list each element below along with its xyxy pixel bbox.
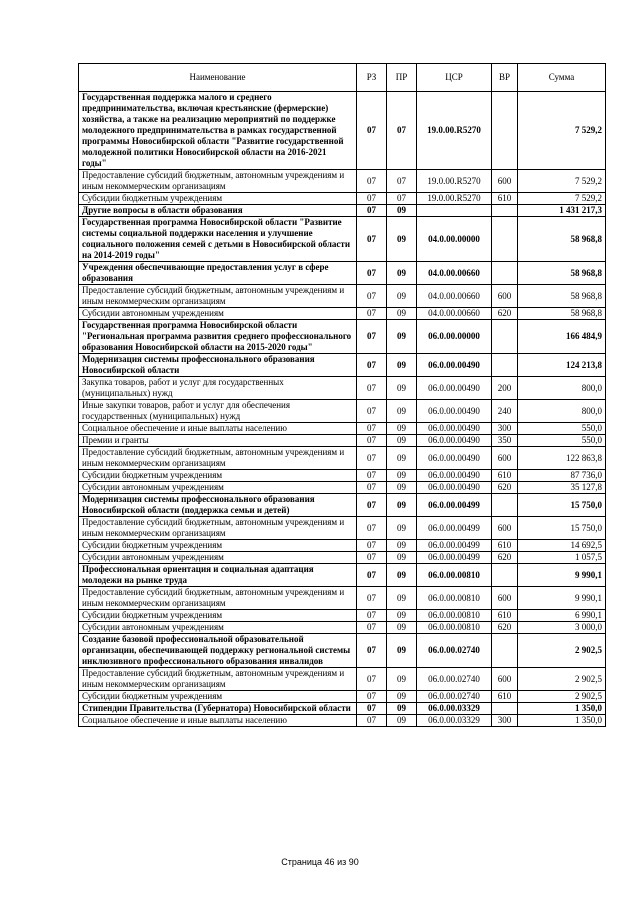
table-row <box>79 470 606 482</box>
cell-sum: 15 750,0 <box>518 517 606 540</box>
cell-pr: 09 <box>387 482 417 494</box>
cell-name: Модернизация системы профессионального образования Новосибирской области <box>79 354 357 377</box>
table-row <box>79 92 606 170</box>
page-number: Страница 46 из 90 <box>281 857 359 867</box>
cell-rz: 07 <box>357 400 387 423</box>
cell-name: Создание базовой профессиональной образовательной организации, обеспечивающей поддержку региональной системы инклюзивного профессионального образования инвалидов <box>79 634 357 668</box>
table-row <box>79 668 606 691</box>
cell-sum: 9 990,1 <box>518 587 606 610</box>
cell-sum: 800,0 <box>518 377 606 400</box>
cell-pr: 09 <box>387 285 417 308</box>
cell-name: Предоставление субсидий бюджетным, автономным учреждениям и иным некоммерческим организациям <box>79 447 357 470</box>
cell-rz: 07 <box>357 494 387 517</box>
cell-csr: 06.0.00.00490 <box>417 377 492 400</box>
cell-vr: 610 <box>492 470 518 482</box>
table-row <box>79 587 606 610</box>
cell-rz: 07 <box>357 308 387 320</box>
cell-sum: 35 127,8 <box>518 482 606 494</box>
table-row <box>79 703 606 715</box>
table-row <box>79 170 606 193</box>
cell-pr: 09 <box>387 354 417 377</box>
cell-pr: 07 <box>387 170 417 193</box>
cell-name: Премии и гранты <box>79 435 357 447</box>
cell-csr: 06.0.00.00810 <box>417 622 492 634</box>
cell-vr <box>492 634 518 668</box>
header-csr: ЦСР <box>417 64 492 92</box>
cell-csr: 06.0.00.00490 <box>417 435 492 447</box>
cell-name: Субсидии бюджетным учреждениям <box>79 470 357 482</box>
table-row <box>79 308 606 320</box>
header-vr: ВР <box>492 64 518 92</box>
cell-name: Закупка товаров, работ и услуг для государственных (муниципальных) нужд <box>79 377 357 400</box>
cell-sum: 1 350,0 <box>518 703 606 715</box>
table-body <box>79 92 606 727</box>
table-row <box>79 447 606 470</box>
cell-name: Другие вопросы в области образования <box>79 205 357 217</box>
cell-pr: 09 <box>387 564 417 587</box>
cell-vr: 610 <box>492 193 518 205</box>
cell-rz: 07 <box>357 193 387 205</box>
table-row <box>79 564 606 587</box>
cell-vr <box>492 354 518 377</box>
cell-name: Субсидии автономным учреждениям <box>79 622 357 634</box>
cell-pr: 09 <box>387 610 417 622</box>
cell-pr: 09 <box>387 423 417 435</box>
cell-csr: 06.0.00.03329 <box>417 703 492 715</box>
cell-sum: 2 902,5 <box>518 634 606 668</box>
cell-pr: 09 <box>387 715 417 727</box>
cell-vr <box>492 703 518 715</box>
cell-sum: 14 692,5 <box>518 540 606 552</box>
table-row <box>79 552 606 564</box>
table-row <box>79 217 606 262</box>
cell-pr: 09 <box>387 622 417 634</box>
cell-name: Социальное обеспечение и иные выплаты населению <box>79 715 357 727</box>
cell-name: Субсидии бюджетным учреждениям <box>79 540 357 552</box>
table-row <box>79 262 606 285</box>
cell-vr <box>492 564 518 587</box>
cell-csr: 19.0.00.R5270 <box>417 92 492 170</box>
cell-rz: 07 <box>357 482 387 494</box>
cell-csr: 06.0.00.00499 <box>417 494 492 517</box>
cell-name: Государственная программа Новосибирской области "Развитие системы социальной поддержки населения и улучшение социального положения семей с детьми в Новосибирской области на 2014-2019 годы" <box>79 217 357 262</box>
cell-rz: 07 <box>357 217 387 262</box>
cell-rz: 07 <box>357 435 387 447</box>
cell-sum: 1 431 217,3 <box>518 205 606 217</box>
cell-sum: 58 968,8 <box>518 217 606 262</box>
cell-name: Учреждения обеспечивающие предоставления услуг в сфере образования <box>79 262 357 285</box>
cell-rz: 07 <box>357 622 387 634</box>
cell-csr: 06.0.00.00490 <box>417 423 492 435</box>
cell-vr: 620 <box>492 308 518 320</box>
cell-csr: 06.0.00.00490 <box>417 470 492 482</box>
cell-rz: 07 <box>357 517 387 540</box>
cell-sum: 7 529,2 <box>518 170 606 193</box>
cell-sum: 7 529,2 <box>518 193 606 205</box>
cell-sum: 122 863,8 <box>518 447 606 470</box>
cell-vr: 600 <box>492 517 518 540</box>
cell-rz: 07 <box>357 587 387 610</box>
cell-pr: 09 <box>387 447 417 470</box>
cell-name: Субсидии автономным учреждениям <box>79 482 357 494</box>
cell-rz: 07 <box>357 423 387 435</box>
cell-name: Субсидии автономным учреждениям <box>79 552 357 564</box>
cell-rz: 07 <box>357 354 387 377</box>
cell-csr: 19.0.00.R5270 <box>417 193 492 205</box>
cell-rz: 07 <box>357 540 387 552</box>
cell-rz: 07 <box>357 377 387 400</box>
cell-sum: 15 750,0 <box>518 494 606 517</box>
cell-sum: 58 968,8 <box>518 285 606 308</box>
cell-vr: 610 <box>492 610 518 622</box>
cell-vr <box>492 494 518 517</box>
cell-vr: 600 <box>492 170 518 193</box>
cell-vr: 600 <box>492 587 518 610</box>
cell-pr: 09 <box>387 435 417 447</box>
cell-csr: 04.0.00.00660 <box>417 308 492 320</box>
cell-sum: 800,0 <box>518 400 606 423</box>
cell-name: Государственная поддержка малого и среднего предпринимательства, включая крестьянские (фермерские) хозяйства, а также на реализацию мероприятий по поддержке молодежного предпринимательства в рамках государственной программы Новосибирской области "Развитие государственной молодежной политики Новосибирской области на 2016-2021 годы" <box>79 92 357 170</box>
cell-vr <box>492 205 518 217</box>
cell-sum: 9 990,1 <box>518 564 606 587</box>
table-row <box>79 435 606 447</box>
cell-csr: 06.0.00.00499 <box>417 552 492 564</box>
cell-csr: 06.0.00.00499 <box>417 517 492 540</box>
cell-pr: 09 <box>387 587 417 610</box>
table-row <box>79 320 606 354</box>
cell-name: Субсидии бюджетным учреждениям <box>79 691 357 703</box>
cell-name: Субсидии автономным учреждениям <box>79 308 357 320</box>
cell-vr: 610 <box>492 691 518 703</box>
cell-csr: 04.0.00.00660 <box>417 262 492 285</box>
cell-rz: 07 <box>357 610 387 622</box>
cell-vr <box>492 217 518 262</box>
cell-pr: 09 <box>387 217 417 262</box>
cell-csr: 19.0.00.R5270 <box>417 170 492 193</box>
cell-vr: 600 <box>492 668 518 691</box>
cell-name: Государственная программа Новосибирской области "Региональная программа развития среднего профессионального образования Новосибирской области на 2015-2020 годы" <box>79 320 357 354</box>
cell-name: Социальное обеспечение и иные выплаты населению <box>79 423 357 435</box>
cell-sum: 3 000,0 <box>518 622 606 634</box>
cell-pr: 09 <box>387 540 417 552</box>
cell-rz: 07 <box>357 634 387 668</box>
cell-csr: 06.0.00.00490 <box>417 354 492 377</box>
table-row <box>79 205 606 217</box>
table-row <box>79 193 606 205</box>
cell-sum: 124 213,8 <box>518 354 606 377</box>
cell-vr: 300 <box>492 423 518 435</box>
cell-pr: 09 <box>387 470 417 482</box>
cell-vr: 620 <box>492 622 518 634</box>
cell-rz: 07 <box>357 564 387 587</box>
cell-rz: 07 <box>357 715 387 727</box>
cell-name: Иные закупки товаров, работ и услуг для обеспечения государственных (муниципальных) нужд <box>79 400 357 423</box>
cell-sum: 1 350,0 <box>518 715 606 727</box>
cell-vr: 300 <box>492 715 518 727</box>
cell-vr: 200 <box>492 377 518 400</box>
budget-table <box>78 63 606 727</box>
cell-rz: 07 <box>357 285 387 308</box>
cell-vr: 600 <box>492 447 518 470</box>
table-row <box>79 400 606 423</box>
cell-sum: 7 529,2 <box>518 92 606 170</box>
cell-sum: 550,0 <box>518 435 606 447</box>
cell-vr: 240 <box>492 400 518 423</box>
cell-csr: 06.0.00.02740 <box>417 691 492 703</box>
cell-sum: 166 484,9 <box>518 320 606 354</box>
cell-pr: 09 <box>387 262 417 285</box>
table-row <box>79 482 606 494</box>
cell-rz: 07 <box>357 170 387 193</box>
cell-sum: 6 990,1 <box>518 610 606 622</box>
cell-csr <box>417 205 492 217</box>
cell-name: Предоставление субсидий бюджетным, автономным учреждениям и иным некоммерческим организациям <box>79 668 357 691</box>
table-row <box>79 494 606 517</box>
cell-rz: 07 <box>357 703 387 715</box>
cell-pr: 09 <box>387 634 417 668</box>
cell-vr: 600 <box>492 285 518 308</box>
table-row <box>79 285 606 308</box>
table-row <box>79 622 606 634</box>
cell-pr: 09 <box>387 517 417 540</box>
cell-rz: 07 <box>357 668 387 691</box>
cell-name: Модернизация системы профессионального образования Новосибирской области (поддержка семьи и детей) <box>79 494 357 517</box>
cell-pr: 07 <box>387 193 417 205</box>
header-pr: ПР <box>387 64 417 92</box>
cell-name: Субсидии бюджетным учреждениям <box>79 193 357 205</box>
cell-csr: 06.0.00.00810 <box>417 587 492 610</box>
cell-csr: 06.0.00.00490 <box>417 447 492 470</box>
cell-pr: 09 <box>387 308 417 320</box>
table-row <box>79 517 606 540</box>
cell-rz: 07 <box>357 447 387 470</box>
table-row <box>79 423 606 435</box>
cell-pr: 09 <box>387 205 417 217</box>
cell-vr <box>492 262 518 285</box>
cell-name: Предоставление субсидий бюджетным, автономным учреждениям и иным некоммерческим организациям <box>79 285 357 308</box>
cell-pr: 09 <box>387 668 417 691</box>
cell-sum: 58 968,8 <box>518 262 606 285</box>
cell-sum: 550,0 <box>518 423 606 435</box>
cell-pr: 09 <box>387 703 417 715</box>
cell-pr: 09 <box>387 400 417 423</box>
cell-sum: 58 968,8 <box>518 308 606 320</box>
header-rz: РЗ <box>357 64 387 92</box>
header-name: Наименование <box>79 64 357 92</box>
cell-vr: 620 <box>492 552 518 564</box>
cell-sum: 2 902,5 <box>518 691 606 703</box>
cell-csr: 04.0.00.00660 <box>417 285 492 308</box>
cell-rz: 07 <box>357 92 387 170</box>
cell-name: Предоставление субсидий бюджетным, автономным учреждениям и иным некоммерческим организациям <box>79 517 357 540</box>
cell-sum: 1 057,5 <box>518 552 606 564</box>
cell-rz: 07 <box>357 320 387 354</box>
cell-name: Субсидии бюджетным учреждениям <box>79 610 357 622</box>
cell-csr: 06.0.00.00000 <box>417 320 492 354</box>
cell-csr: 06.0.00.02740 <box>417 668 492 691</box>
cell-vr <box>492 320 518 354</box>
cell-vr <box>492 92 518 170</box>
cell-vr: 610 <box>492 540 518 552</box>
table-row <box>79 715 606 727</box>
cell-rz: 07 <box>357 470 387 482</box>
table-row <box>79 354 606 377</box>
cell-csr: 06.0.00.00490 <box>417 400 492 423</box>
cell-pr: 09 <box>387 552 417 564</box>
table-row <box>79 377 606 400</box>
cell-csr: 06.0.00.02740 <box>417 634 492 668</box>
cell-pr: 09 <box>387 377 417 400</box>
cell-csr: 06.0.00.00810 <box>417 610 492 622</box>
table-row <box>79 610 606 622</box>
cell-rz: 07 <box>357 205 387 217</box>
cell-name: Предоставление субсидий бюджетным, автономным учреждениям и иным некоммерческим организациям <box>79 587 357 610</box>
cell-name: Профессиональная ориентация и социальная адаптация молодежи на рынке труда <box>79 564 357 587</box>
table-row <box>79 634 606 668</box>
cell-csr: 06.0.00.00499 <box>417 540 492 552</box>
cell-rz: 07 <box>357 552 387 564</box>
cell-rz: 07 <box>357 691 387 703</box>
cell-pr: 09 <box>387 494 417 517</box>
cell-csr: 06.0.00.00490 <box>417 482 492 494</box>
cell-csr: 04.0.00.00000 <box>417 217 492 262</box>
table-row <box>79 540 606 552</box>
table-row <box>79 691 606 703</box>
cell-pr: 09 <box>387 320 417 354</box>
cell-sum: 87 736,0 <box>518 470 606 482</box>
cell-name: Предоставление субсидий бюджетным, автономным учреждениям и иным некоммерческим организациям <box>79 170 357 193</box>
header-sum: Сумма <box>518 64 606 92</box>
cell-csr: 06.0.00.03329 <box>417 715 492 727</box>
cell-csr: 06.0.00.00810 <box>417 564 492 587</box>
cell-pr: 07 <box>387 92 417 170</box>
cell-rz: 07 <box>357 262 387 285</box>
cell-vr: 350 <box>492 435 518 447</box>
cell-vr: 620 <box>492 482 518 494</box>
table-header-row <box>79 64 606 92</box>
cell-sum: 2 902,5 <box>518 668 606 691</box>
cell-pr: 09 <box>387 691 417 703</box>
cell-name: Стипендии Правительства (Губернатора) Новосибирской области <box>79 703 357 715</box>
